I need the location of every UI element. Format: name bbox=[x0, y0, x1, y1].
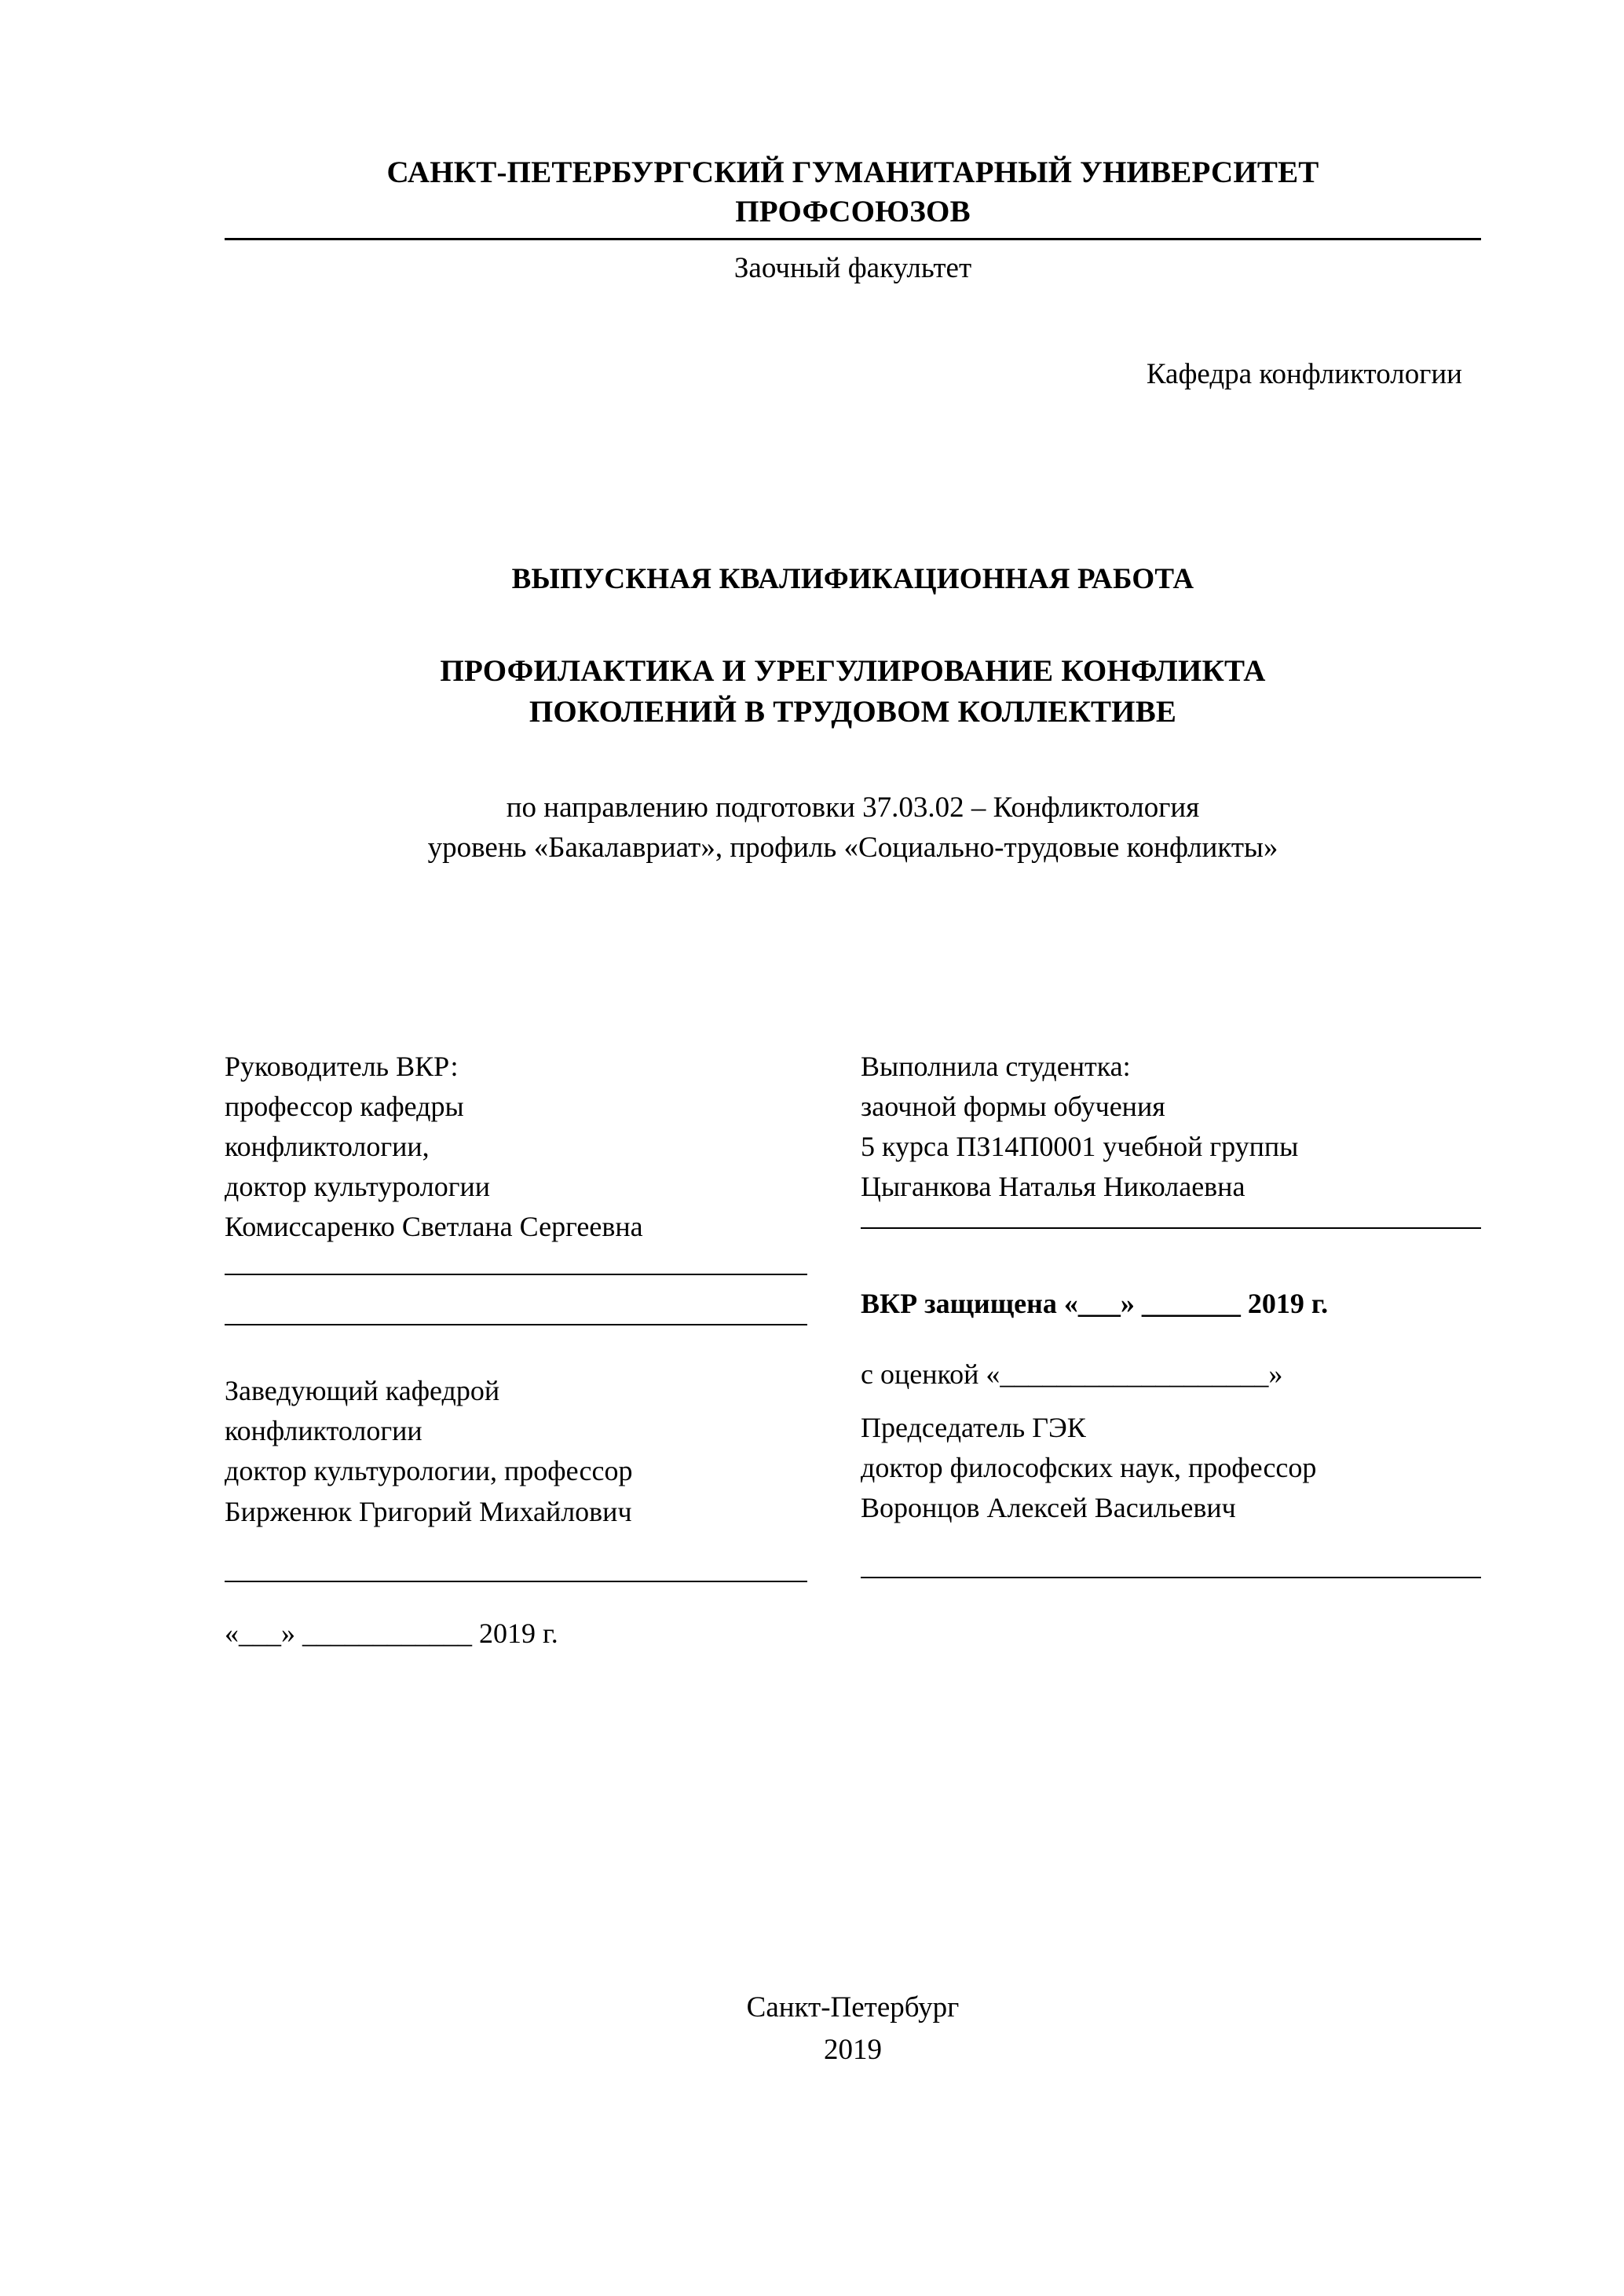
university-title-line2: ПРОФСОЮЗОВ bbox=[735, 194, 971, 229]
supervisor-position-line1: профессор кафедры bbox=[225, 1090, 464, 1122]
thesis-title-line1: ПРОФИЛАКТИКА И УРЕГУЛИРОВАНИЕ КОНФЛИКТА bbox=[440, 653, 1266, 688]
head-of-department-role: Заведующий кафедрой bbox=[225, 1375, 500, 1407]
study-direction-line2: уровень «Бакалавриат», профиль «Социально-трудовые конфликты» bbox=[427, 831, 1278, 864]
student-group: 5 курса ПЗ14П0001 учебной группы bbox=[861, 1130, 1299, 1162]
gek-chairman-role: Председатель ГЭК bbox=[861, 1412, 1086, 1444]
secondary-signature-line-left bbox=[225, 1324, 807, 1325]
supervisor-position-line2: конфликтологии, bbox=[225, 1130, 430, 1162]
document-footer bbox=[225, 1987, 1481, 2071]
footer-year: 2019 bbox=[824, 2033, 882, 2066]
head-of-department-department: конфликтологии bbox=[225, 1415, 422, 1447]
defence-mark-line: с оценкой «___________________» bbox=[861, 1358, 1283, 1391]
footer-city: Санкт-Петербург bbox=[746, 1991, 960, 2024]
date-line: «___» ____________ 2019 г. bbox=[225, 1617, 558, 1649]
supervisor-role: Руководитель ВКР: bbox=[225, 1050, 459, 1082]
student-form: заочной формы обучения bbox=[861, 1090, 1165, 1122]
supervisor-signature-line bbox=[225, 1274, 807, 1275]
university-title bbox=[225, 153, 1481, 232]
student-role: Выполнила студентка: bbox=[861, 1050, 1131, 1082]
thesis-title bbox=[225, 651, 1481, 733]
signature-column-right bbox=[861, 1047, 1481, 1579]
header-divider bbox=[225, 238, 1481, 240]
study-direction bbox=[225, 788, 1481, 868]
supervisor-name: Комиссаренко Светлана Сергеевна bbox=[225, 1211, 643, 1243]
work-type-heading: ВЫПУСКНАЯ КВАЛИФИКАЦИОННАЯ РАБОТА bbox=[511, 562, 1194, 595]
student-name: Цыганкова Наталья Николаевна bbox=[861, 1170, 1245, 1202]
signature-column-left bbox=[225, 1047, 821, 1650]
document-content bbox=[225, 0, 1481, 1649]
thesis-title-line2: ПОКОЛЕНИЙ В ТРУДОВОМ КОЛЛЕКТИВЕ bbox=[529, 694, 1177, 729]
university-title-line1: САНКТ-ПЕТЕРБУРГСКИЙ ГУМАНИТАРНЫЙ УНИВЕРСИТЕТ bbox=[386, 155, 1319, 189]
gek-chairman-block bbox=[861, 1408, 1481, 1528]
head-of-department-block bbox=[225, 1371, 821, 1531]
department-name: Кафедра конфликтологии bbox=[1146, 357, 1462, 390]
supervisor-degree: доктор культурологии bbox=[225, 1170, 491, 1202]
defence-label: ВКР защищена «___» _______ 2019 г. bbox=[861, 1288, 1329, 1320]
head-of-department-signature-line bbox=[225, 1581, 807, 1582]
student-signature-line bbox=[861, 1227, 1481, 1229]
gek-chairman-signature-line bbox=[861, 1577, 1481, 1578]
gek-chairman-degree: доктор философских наук, профессор bbox=[861, 1452, 1317, 1484]
study-direction-line1: по направлению подготовки 37.03.02 – Конфликтология bbox=[506, 791, 1200, 824]
head-of-department-name: Бирженюк Григорий Михайлович bbox=[225, 1495, 632, 1527]
gek-chairman-name: Воронцов Алексей Васильевич bbox=[861, 1492, 1236, 1524]
faculty-name: Заочный факультет bbox=[733, 251, 972, 284]
head-of-department-degree: доктор культурологии, профессор bbox=[225, 1455, 633, 1487]
